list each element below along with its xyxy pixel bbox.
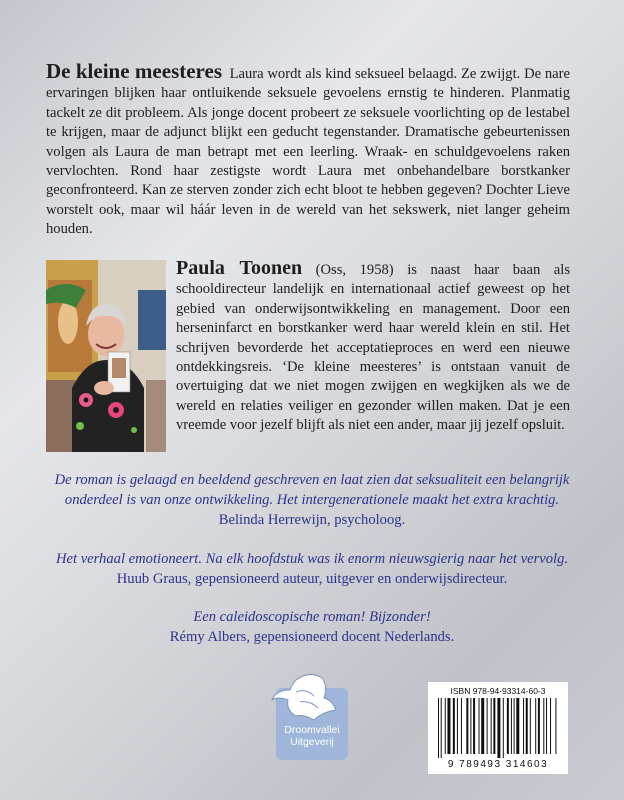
barcode-bar [487,698,488,754]
barcode-bar [538,698,540,754]
review-quote-1 [30,470,594,530]
barcode-bar [445,698,446,754]
review-quote-2 [30,549,594,589]
quote-text: Het verhaal emotioneert. Na elk hoofdstuk was ik enorm nieuwsgierig naar het vervolg. [55,551,569,567]
author-bio-text: (Oss, 1958) is naast haar baan als schooldirecteur landelijk en internationaal actief geweest op het gebied van onderwijsontwikkeling en management. Door een herseninfarct en borstkanker werd haar wereld klein en stil. Het schrijven bevorderde het acceptatieproces en werd een nieuwe ontdekkingsreis. ‘De kleine meesteres’ is ontstaan vanuit de overtuiging dat we niet mogen zwijgen en wegkijken als we de wereld en relaties veiliger en gezonder willen maken. Dat je een vreemde voor jezelf blijft als niet een ander, maar jij jezelf opsluit. [176,262,571,434]
barcode-bar [438,698,439,758]
barcode-bar [523,698,524,754]
barcode-bar [530,698,531,754]
barcode-bar [503,698,504,758]
isbn-label: ISBN 978-94-93314-60-3 [450,686,546,696]
barcode-bar [461,698,462,754]
barcode-bar [457,698,458,754]
quote-text: De roman is gelaagd en beeldend geschreven en laat zien dat seksualiteit een belangrijk onderdeel is van onze ontwikkeling. Het intergenerationele maakt het extra krachtig. [54,472,570,508]
barcode-bar [441,698,442,758]
barcode-bars [434,698,562,758]
publisher-name-line2: Uitgeverij [290,736,334,748]
barcode-bar [511,698,512,754]
barcode-bar [526,698,528,754]
quote-source: Belinda Herrewijn, psycholoog. [218,512,406,528]
barcode-bar [491,698,492,754]
barcode [428,682,568,774]
barcode-bar [516,698,519,754]
publisher-name-line1: Droomvallei [284,724,340,736]
barcode-bar [550,698,551,754]
barcode-bar [497,698,500,758]
review-quote-3 [30,607,594,647]
barcode-bar [535,698,536,754]
author-name: Paula Toonen [176,257,303,279]
ean-number: 9 789493 314603 [447,759,549,770]
barcode-bar [466,698,468,754]
book-blurb [46,59,570,240]
quote-text: Een caleidoscopische roman! Bijzonder! [193,609,431,625]
barcode-bar [479,698,480,754]
barcode-bar [555,698,556,754]
publisher-name [276,724,348,748]
publisher-logo [266,670,352,762]
blurb-text: Laura wordt als kind seksueel belaagd. Ze zwijgt. De nare ervaringen blijken haar ontluikende seksuele gevoelens ernstig te hinderen. Planmatig tackelt ze dit probleem. Als jonge docent probeert ze seksuele voorlichting op de lestabel te krijgen, maar de adjunct blijkt een geducht tegenstander. Dramatische gebeurtenissen volgen als Laura de man betrapt met een leerling. Wraak- en schuldgevoelens raken vervlochten. Rond haar zestigste wordt Laura met onbehandelbare borstkanker geconfronteerd. Kan ze sterven zonder zich echt bloot te hebben gegeven? Dochter Lieve worstelt ook, maar wil háár leven in de wereld van het sekswerk, niet langer geheim houden. [46,66,570,238]
barcode-bar [514,698,515,754]
bird-icon [266,670,352,730]
barcode-bar [470,698,471,754]
author-photo [46,260,166,452]
barcode-bar [481,698,484,754]
barcode-bar [543,698,544,754]
barcode-bar [507,698,509,754]
barcode-bar [493,698,495,754]
barcode-bar [453,698,455,754]
quote-source: Rémy Albers, gepensioneerd docent Nederlands. [169,629,455,645]
barcode-bar [447,698,450,754]
author-bio [176,259,570,436]
barcode-bar [546,698,547,754]
book-title: De kleine meesteres [46,59,222,83]
quote-source: Huub Graus, gepensioneerd auteur, uitgever en onderwijsdirecteur. [116,571,508,587]
barcode-bar [473,698,475,754]
